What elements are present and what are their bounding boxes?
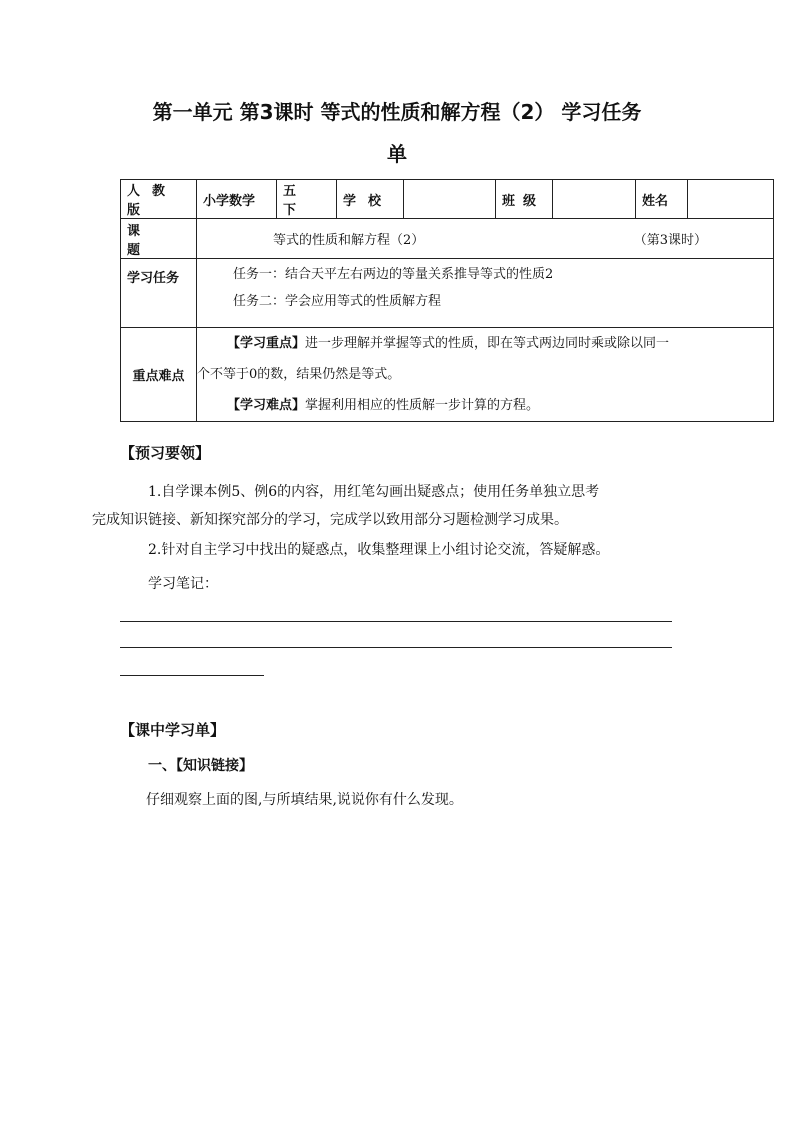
key-point-text-a: 进一步理解并掌握等式的性质，即在等式两边同时乘或除以同一 bbox=[305, 336, 670, 351]
preview-paragraph-2: 2.针对自主学习中找出的疑惑点，收集整理课上小组讨论交流，答疑解惑。 bbox=[148, 542, 610, 558]
preview-paragraph-1: 1.自学课本例5、例6的内容，用红笔勾画出疑惑点；使用任务单独立思考 完成知识链接、新知探究部分的学习，完成学以致用部分习题检测学习成果。 bbox=[92, 484, 600, 528]
subject-cell: 小学数学 bbox=[197, 180, 277, 219]
document-title-line2: 单 bbox=[387, 142, 407, 166]
task-1: 任务一：结合天平左右两边的等量关系推导等式的性质2 bbox=[233, 267, 554, 282]
key-cell bbox=[197, 328, 774, 422]
document-title-line1: 第一单元 第3课时 等式的性质和解方程（2） 学习任务 bbox=[152, 100, 642, 124]
info-row-tasks bbox=[121, 259, 774, 328]
name-field[interactable] bbox=[688, 180, 774, 219]
knowledge-link-heading: 一、【知识链接】 bbox=[148, 758, 253, 774]
class-field[interactable] bbox=[553, 180, 636, 219]
key-point-para bbox=[197, 328, 767, 390]
notes-line-3[interactable] bbox=[120, 675, 264, 676]
difficulty-text: 掌握利用相应的性质解一步计算的方程。 bbox=[305, 398, 540, 413]
key-point-tag: 【学习重点】 bbox=[227, 336, 306, 351]
notes-line-2[interactable] bbox=[120, 647, 672, 648]
school-field[interactable] bbox=[404, 180, 496, 219]
info-table bbox=[120, 179, 774, 422]
topic-label: 课题 bbox=[121, 219, 197, 259]
difficulty-tag: 【学习难点】 bbox=[227, 398, 306, 413]
topic-cell bbox=[197, 219, 774, 259]
notes-line-1[interactable] bbox=[120, 621, 672, 622]
class-sheet-heading: 【课中学习单】 bbox=[120, 721, 226, 739]
tasks-cell bbox=[197, 259, 774, 328]
name-label: 姓名 bbox=[636, 180, 688, 219]
info-row-key-points bbox=[121, 328, 774, 422]
class-label: 班级 bbox=[496, 180, 553, 219]
tasks-label: 学习任务 bbox=[121, 259, 197, 328]
key-label: 重点难点 bbox=[121, 328, 197, 422]
grade-cell: 五下 bbox=[277, 180, 337, 219]
school-label: 学校 bbox=[337, 180, 404, 219]
task-2: 任务二：学会应用等式的性质解方程 bbox=[233, 294, 442, 309]
period-value: （第3课时） bbox=[633, 233, 707, 248]
preview-heading: 【预习要领】 bbox=[120, 444, 211, 462]
notes-label: 学习笔记： bbox=[148, 576, 218, 592]
topic-value: 等式的性质和解方程（2） bbox=[273, 233, 425, 248]
key-point-text-b: 个不等于0的数，结果仍然是等式。 bbox=[197, 367, 401, 382]
info-row-topic bbox=[121, 219, 774, 259]
info-row-header bbox=[121, 180, 774, 219]
edition-cell: 人教版 bbox=[121, 180, 197, 219]
instruction-text: 仔细观察上面的图,与所填结果,说说你有什么发现。 bbox=[146, 792, 463, 808]
difficulty-para bbox=[197, 390, 767, 421]
